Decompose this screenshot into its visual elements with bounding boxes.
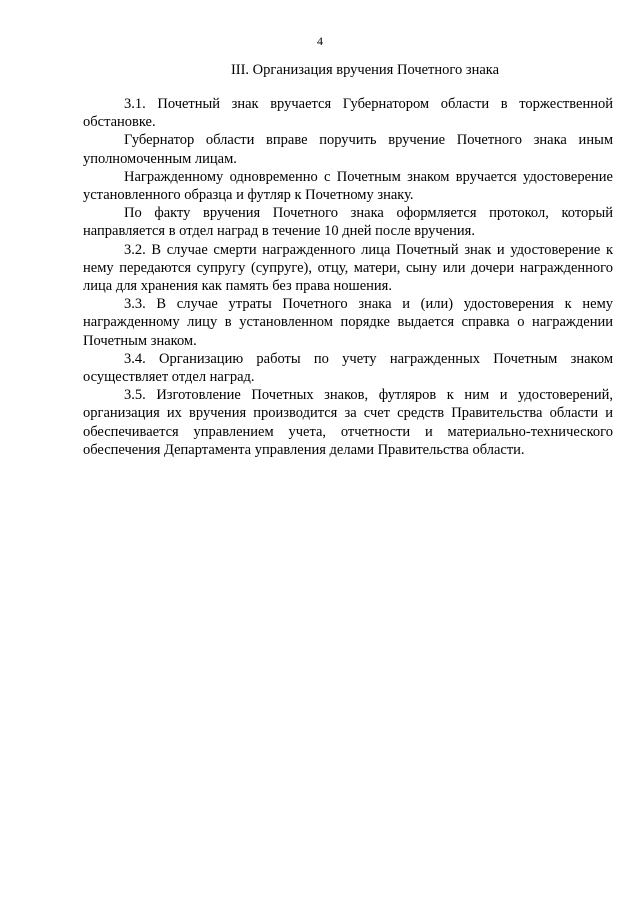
paragraph-3-1-protocol: По факту вручения Почетного знака оформляется протокол, который направляется в отдел наград в течение 10 дней после вручения. xyxy=(83,205,613,240)
paragraph-3-3: 3.3. В случае утраты Почетного знака и (или) удостоверения к нему награжденному лицу в установленном порядке выдается справка о награждении Почетным знаком. xyxy=(83,296,613,349)
section-title: III. Организация вручения Почетного знака xyxy=(230,62,500,78)
document-body xyxy=(83,95,613,459)
paragraph-3-4: 3.4. Организацию работы по учету награжденных Почетным знаком осуществляет отдел наград. xyxy=(83,350,613,386)
paragraph-3-1-delegation: Губернатор области вправе поручить вручение Почетного знака иным уполномоченным лицам. xyxy=(83,132,613,167)
paragraph-3-5: 3.5. Изготовление Почетных знаков, футляров к ним и удостоверений, организация их вручения производится за счет средств Правительства области и обеспечивается управлением учета, отчетности и материально-технического обеспечения Департамента управления делами Правительства области. xyxy=(83,387,613,458)
paragraph-3-1: 3.1. Почетный знак вручается Губернатором области в торжественной обстановке. xyxy=(83,96,613,131)
page-number: 4 xyxy=(317,34,323,48)
paragraph-3-1-certificate: Награжденному одновременно с Почетным знаком вручается удостоверение установленного образца и футляр к Почетному знаку. xyxy=(83,168,613,204)
paragraph-3-2: 3.2. В случае смерти награжденного лица Почетный знак и удостоверение к нему передаются супругу (супруге), отцу, матери, сыну или дочери награжденного лица для хранения как память без права ношения. xyxy=(83,241,613,295)
